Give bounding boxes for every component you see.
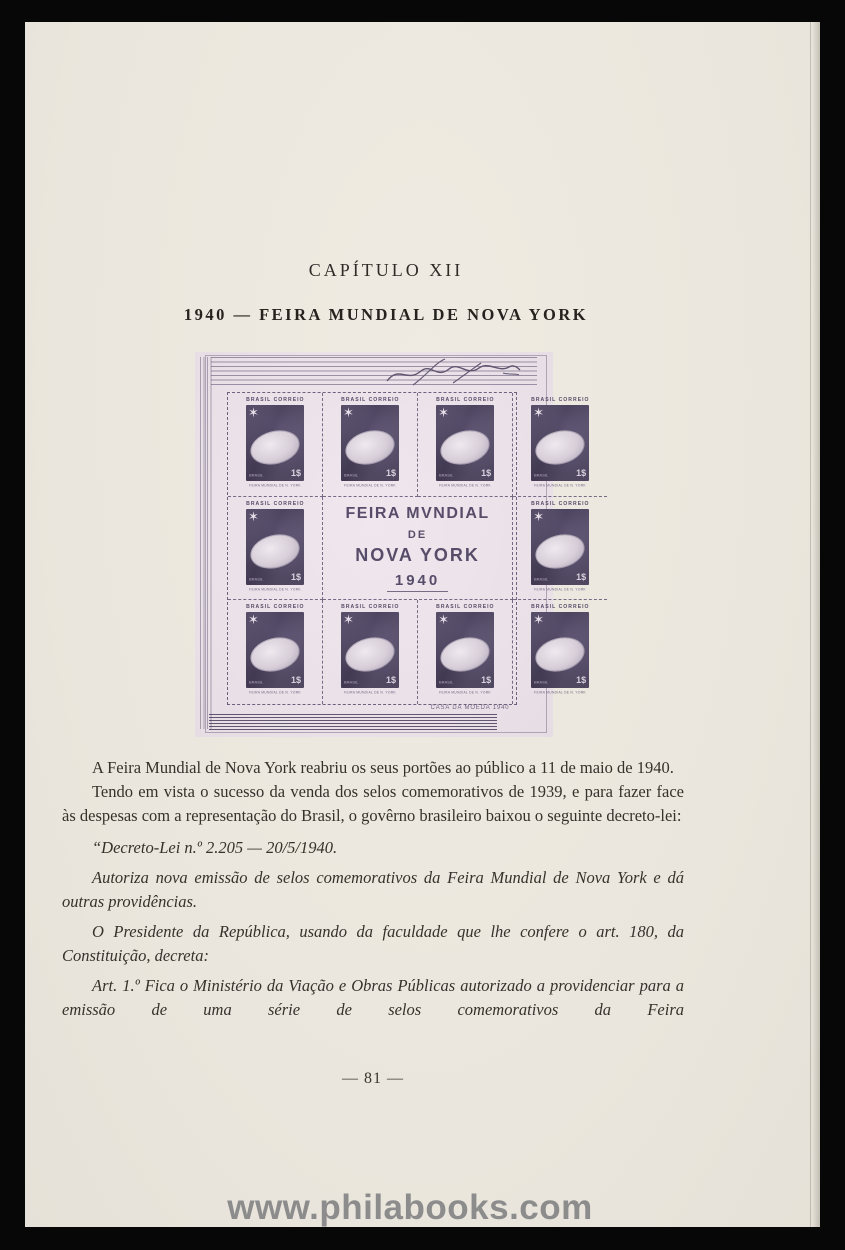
paragraph: A Feira Mundial de Nova York reabriu os seus portões ao público a 11 de maio de 1940. xyxy=(92,758,674,777)
stamp-caption: FEIRA MUNDIAL DE N. YORK xyxy=(534,691,586,695)
stamp xyxy=(513,600,607,704)
perisphere-oval xyxy=(342,633,398,677)
stamp-value: 1$ xyxy=(481,468,492,478)
section-title: 1940 — FEIRA MUNDIAL DE NOVA YORK xyxy=(183,305,589,324)
stamp-header: BRASIL CORREIO xyxy=(435,397,495,403)
watermark: www.philabooks.com xyxy=(227,1188,593,1227)
stamp-vignette xyxy=(531,405,589,481)
stamp-block xyxy=(227,392,590,705)
stamp-vignette xyxy=(246,509,304,585)
stamp-caption: FEIRA MUNDIAL DE N. YORK xyxy=(249,691,301,695)
mint-mark: CASA DA MOEDA 1940 xyxy=(430,704,510,711)
stamp xyxy=(513,393,607,497)
stamp-header: BRASIL CORREIO xyxy=(530,501,590,507)
stamp-header: BRASIL CORREIO xyxy=(340,397,400,403)
flower-star-icon: ✶ xyxy=(343,613,354,629)
stamp xyxy=(513,497,607,601)
stamp-vignette xyxy=(531,509,589,585)
stamp-vignette xyxy=(246,405,304,481)
perisphere-oval xyxy=(247,425,303,469)
sheet-title-block xyxy=(323,497,513,601)
sheet-title-line: DE xyxy=(407,528,428,541)
perisphere-oval xyxy=(342,425,398,469)
stamp-sheet-photo xyxy=(195,352,590,737)
stamp-header: BRASIL CORREIO xyxy=(340,604,400,610)
sheet-title-line: 1940 xyxy=(387,572,448,592)
flower-star-icon: ✶ xyxy=(438,406,449,421)
stamp-country: BRASIL xyxy=(439,473,454,478)
stamp-caption: FEIRA MUNDIAL DE N. YORK xyxy=(249,588,301,592)
stamp-value: 1$ xyxy=(291,675,302,686)
stamp xyxy=(228,393,323,497)
perisphere-oval xyxy=(247,529,303,573)
stamp-header: BRASIL CORREIO xyxy=(245,604,305,610)
stamp-value: 1$ xyxy=(481,675,492,686)
perisphere-oval xyxy=(437,633,493,677)
decree-quote: Art. 1.º Fica o Ministério da Viação e Obras Públicas autorizado a providenciar para a emissão de uma série de selos comemorativos da Feira xyxy=(62,976,684,1019)
flower-star-icon: ✶ xyxy=(533,406,545,421)
stamp-vignette xyxy=(341,405,399,481)
sheet-margin-lines-bottom xyxy=(209,714,497,731)
flower-star-icon: ✶ xyxy=(248,509,259,525)
stamp-caption: FEIRA MUNDIAL DE N. YORK xyxy=(439,484,491,488)
flower-star-icon: ✶ xyxy=(438,613,449,629)
stamp-value: 1$ xyxy=(576,571,587,582)
stamp-country: BRASIL xyxy=(249,680,264,686)
paragraph: Tendo em vista o sucesso da venda dos selos comemorativos de 1939, e para fazer face às despesas com a representação do Brasil, o govêrno brasileiro baixou o seguinte decreto-lei: xyxy=(62,782,684,825)
perisphere-oval xyxy=(532,529,588,573)
stamp-country: BRASIL xyxy=(249,473,264,478)
flower-star-icon: ✶ xyxy=(248,406,259,421)
stamp-header: BRASIL CORREIO xyxy=(245,397,305,403)
stamp-caption: FEIRA MUNDIAL DE N. YORK xyxy=(344,691,396,695)
sheet-margin-lines-left xyxy=(200,357,212,729)
body-text xyxy=(62,756,684,1022)
stamp-country: BRASIL xyxy=(344,473,359,478)
stamp-caption: FEIRA MUNDIAL DE N. YORK xyxy=(344,484,396,488)
stamp-vignette xyxy=(436,612,494,688)
stamp-country: BRASIL xyxy=(534,576,549,582)
stamp-country: BRASIL xyxy=(534,473,549,478)
stamp-country: BRASIL xyxy=(534,680,549,686)
stamp-header: BRASIL CORREIO xyxy=(530,604,590,610)
stamp-header: BRASIL CORREIO xyxy=(245,501,305,507)
stamp xyxy=(228,497,323,601)
stamp xyxy=(323,600,418,704)
stamp-country: BRASIL xyxy=(439,680,454,686)
page-number: — 81 — xyxy=(342,1070,404,1087)
decree-quote: “Decreto-Lei n.º 2.205 — 20/5/1940. xyxy=(92,838,338,857)
stamp-header: BRASIL CORREIO xyxy=(530,397,590,403)
perisphere-oval xyxy=(437,425,493,469)
stamp-country: BRASIL xyxy=(344,680,359,686)
decree-quote: O Presidente da República, usando da faculdade que lhe confere o art. 180, da Constituição, decreta: xyxy=(62,922,684,965)
decree-quote: Autoriza nova emissão de selos comemorativos da Feira Mundial de Nova York e dá outras providências. xyxy=(62,868,684,911)
flower-star-icon: ✶ xyxy=(533,509,545,525)
stamp-country: BRASIL xyxy=(249,576,264,582)
stamp xyxy=(418,393,513,497)
signature-scribble xyxy=(383,355,523,391)
stamp-caption: FEIRA MUNDIAL DE N. YORK xyxy=(439,691,491,695)
stamp-caption: FEIRA MUNDIAL DE N. YORK xyxy=(534,484,586,488)
stamp-header: BRASIL CORREIO xyxy=(435,604,495,610)
stamp-value: 1$ xyxy=(576,675,587,686)
book-page xyxy=(25,22,820,1227)
chapter-heading: CAPÍTULO XII xyxy=(308,260,464,280)
stamp-caption: FEIRA MUNDIAL DE N. YORK xyxy=(534,588,586,592)
stamp-caption: FEIRA MUNDIAL DE N. YORK xyxy=(249,484,301,488)
stamp-vignette xyxy=(436,405,494,481)
sheet-title-line: NOVA YORK xyxy=(355,544,480,565)
stamp-value: 1$ xyxy=(386,468,397,478)
stamp xyxy=(228,600,323,704)
flower-star-icon: ✶ xyxy=(343,406,354,421)
perisphere-oval xyxy=(532,425,588,469)
stamp-vignette xyxy=(246,612,304,688)
stamp-vignette xyxy=(531,612,589,688)
stamp xyxy=(323,393,418,497)
perisphere-oval xyxy=(532,633,588,677)
flower-star-icon: ✶ xyxy=(533,613,545,629)
stamp-value: 1$ xyxy=(576,468,587,478)
perisphere-oval xyxy=(247,633,303,677)
sheet-title-line: FEIRA MVNDIAL xyxy=(345,504,490,522)
stamp-vignette xyxy=(341,612,399,688)
stamp xyxy=(418,600,513,704)
stamp-value: 1$ xyxy=(386,675,397,686)
flower-star-icon: ✶ xyxy=(248,613,259,629)
stamp-value: 1$ xyxy=(291,571,302,582)
stamp-value: 1$ xyxy=(291,468,302,478)
